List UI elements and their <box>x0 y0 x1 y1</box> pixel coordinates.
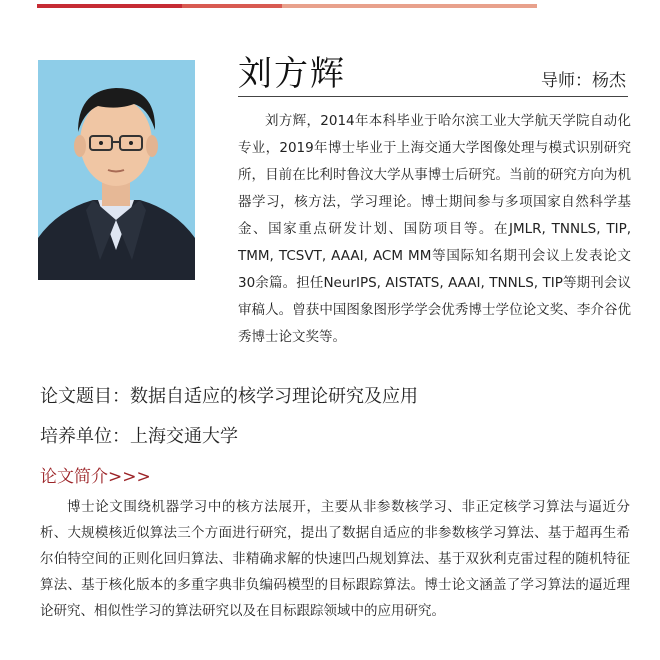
abstract-paragraph: 博士论文围绕机器学习中的核方法展开，主要从非参数核学习、非正定核学习算法与逼近分析、大规模核近似算法三个方面进行研究，提出了数据自适应的非参数核学习算法、基于超再生希尔伯特空间的正则化回归算法、非精确求解的快速凹凸规划算法、基于双狄利克雷过程的随机特征算法、基于核化版本的多重字典非负编码模型的目标跟踪算法。博士论文涵盖了学习算法的逼近理论研究、相似性学习的算法研究以及在目标跟踪领域中的应用研究。 <box>40 499 630 619</box>
thesis-title: 论文题目：数据自适应的核学习理论研究及应用 <box>40 386 418 407</box>
header-divider <box>238 96 628 97</box>
person-name: 刘方辉 <box>238 54 346 94</box>
accent-bar-segment <box>182 4 282 8</box>
training-unit: 培养单位：上海交通大学 <box>40 426 238 447</box>
biography-paragraph: 刘方辉，2014年本科毕业于哈尔滨工业大学航天学院自动化专业，2019年博士毕业于上海交通大学图像处理与模式识别研究所，目前在比利时鲁汶大学从事博士后研究。当前的研究方向为机器学习，核方法，学习理论。博士期间参与多项国家自然科学基金、国家重点研发计划、国防项目等。在JMLR, TNNLS, TIP, TMM, TCSVT, AAAI, ACM MM等国际知名期刊会议上发表论文30余篇。担任NeurIPS, AISTATS, AAAI, TNNLS, TIP等期刊会议审稿人。曾获中国图象图形学学会优秀博士学位论文奖、李介谷优秀博士论文奖等。 <box>238 113 631 345</box>
top-accent-bar <box>37 4 537 8</box>
portrait-illustration <box>38 60 195 280</box>
profile-photo <box>38 60 195 280</box>
accent-bar-segment <box>282 4 537 8</box>
advisor-label: 导师：杨杰 <box>541 71 626 91</box>
accent-bar-segment <box>37 4 182 8</box>
abstract-heading: 论文简介>>> <box>40 467 151 487</box>
